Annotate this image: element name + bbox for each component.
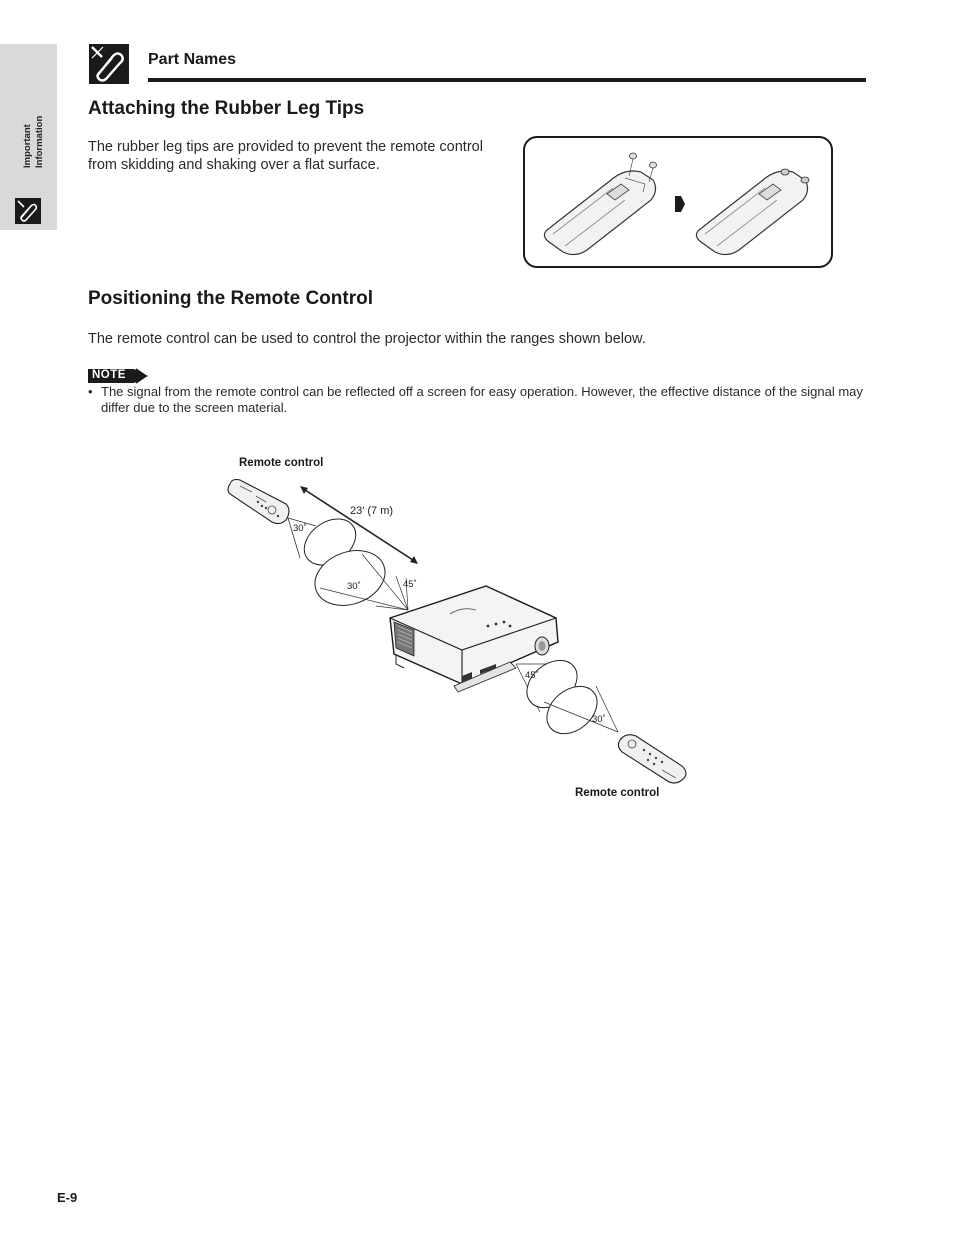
bullet-icon: • [88, 384, 93, 399]
sidebar-label-line1: Important [22, 124, 33, 168]
signal-cone-rear [516, 651, 618, 744]
note-text: The signal from the remote control can be reflected off a screen for easy operation. However, the effective distance of the signal may differ due to the screen material. [101, 384, 863, 415]
remote-control-label-top: Remote control [239, 457, 324, 469]
part-names-icon [15, 198, 41, 224]
part-names-icon [89, 44, 129, 84]
sidebar-label-line2: Information [34, 115, 45, 168]
positioning-heading: Positioning the Remote Control [88, 288, 373, 309]
angle-label: 45˚ [525, 670, 539, 681]
sidebar-label [14, 106, 54, 168]
rubber-tips-heading: Attaching the Rubber Leg Tips [88, 98, 365, 119]
rubber-tips-illustration [523, 136, 833, 268]
note-item [88, 384, 868, 416]
remote-control-top [228, 480, 289, 524]
positioning-body: The remote control can be used to control the projector within the ranges shown below. [88, 331, 646, 347]
section-label: Part Names [148, 51, 237, 68]
note-label: NOTE [92, 369, 126, 381]
rubber-tip-icon [649, 162, 657, 182]
angle-label: 30˚ [293, 523, 307, 534]
distance-label: 23′ (7 m) [350, 505, 394, 517]
remote-control-label-bottom: Remote control [575, 787, 660, 799]
note-badge [88, 368, 160, 384]
angle-label: 30˚ [347, 581, 361, 592]
note-list [88, 384, 868, 416]
rubber-tips-body: The rubber leg tips are provided to prevent the remote control from skidding and shaking over a flat surface. [88, 139, 483, 173]
remote-range-diagram [200, 450, 720, 810]
angle-label: 45˚ [403, 579, 417, 590]
page-number: E-9 [57, 1190, 78, 1205]
remote-without-tips [544, 171, 655, 255]
remote-with-tips [696, 169, 809, 255]
header-rule [148, 78, 866, 82]
remote-control-bottom [618, 735, 686, 783]
angle-label: 30˚ [592, 714, 606, 725]
arrow-right-icon [675, 196, 685, 212]
